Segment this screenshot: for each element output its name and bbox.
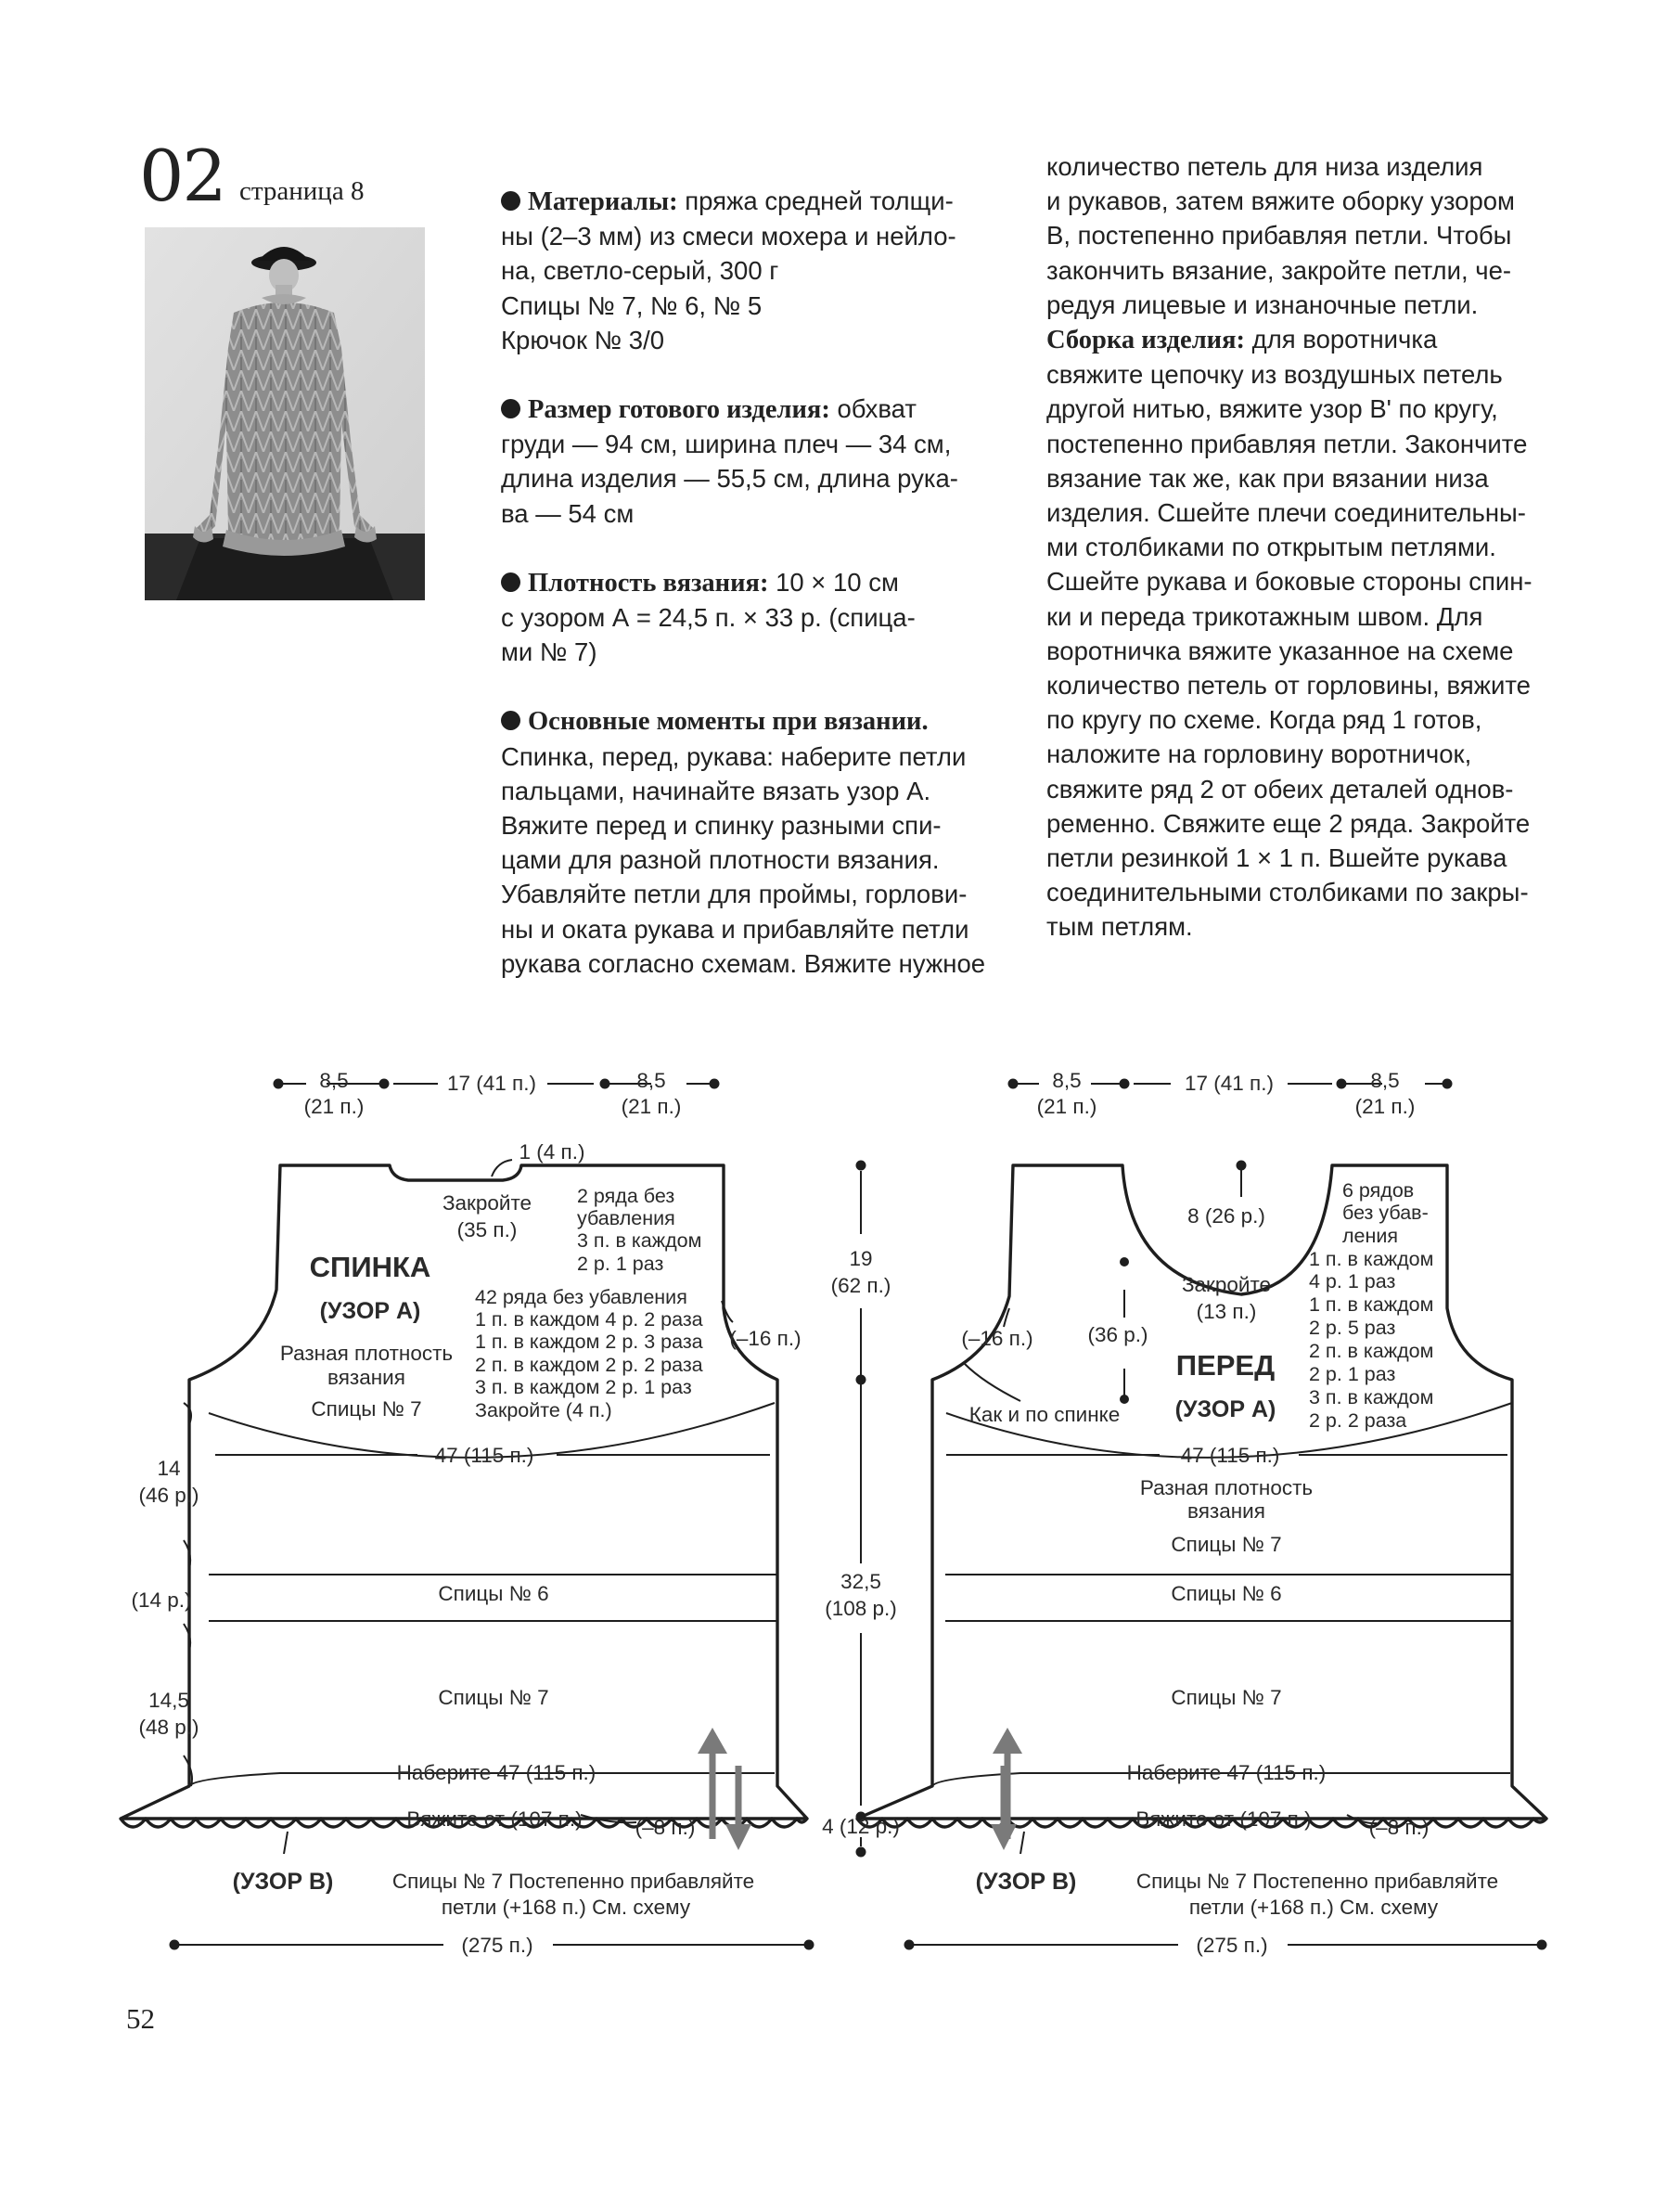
center-ruffle: 4 (12 р.) xyxy=(822,1815,900,1838)
text-line: рукава согласно схемам. Вяжите нужное xyxy=(501,948,986,978)
back-pick-dec: (–8 п.) xyxy=(635,1816,696,1839)
back-band: Спицы № 6 xyxy=(438,1582,549,1605)
center-upper-rows: (62 п.) xyxy=(830,1274,891,1297)
text-line: ны (2–3 мм) из смеси мохера и нейло- xyxy=(501,222,956,251)
assembly-paragraph xyxy=(1046,322,1543,945)
text-line: ременно. Свяжите еще 2 ряда. Закройте xyxy=(1046,808,1531,838)
back-left-dim1: 14 xyxy=(157,1457,181,1480)
back-neck-row: 2 ряда без xyxy=(577,1185,675,1207)
size-paragraph xyxy=(501,392,997,531)
text-line: соединительными столбиками по закры- xyxy=(1046,878,1529,907)
front-inner-rows: (36 р.) xyxy=(1087,1323,1148,1346)
text-line: свяжите цепочку из воздушных петель xyxy=(1046,360,1503,390)
back-left-dim2: (14 р.) xyxy=(131,1588,192,1612)
center-lower: 32,5 xyxy=(840,1570,881,1593)
back-bind-off-2: (35 п.) xyxy=(456,1218,518,1241)
front-ruffle-pattern: (УЗОР В) xyxy=(975,1869,1077,1895)
back-top-left-dim-stitches: (21 п.) xyxy=(303,1095,365,1118)
front-title: ПЕРЕД xyxy=(1175,1349,1276,1382)
text-line: пальцами, начинайте вязать узор А. xyxy=(501,776,931,805)
back-neck-dec: 1 (4 п.) xyxy=(519,1140,585,1164)
text-line: обхват xyxy=(829,394,917,424)
front-needles-top: Спицы № 7 xyxy=(1171,1533,1282,1556)
front-neck-row: 1 п. в каждом xyxy=(1309,1248,1434,1270)
front-top-left-dim-stitches: (21 п.) xyxy=(1036,1095,1097,1118)
back-ruffle-note-1: Спицы № 7 Постепенно прибавляйте xyxy=(391,1870,755,1893)
text-line: Вяжите перед и спинку разными спи- xyxy=(501,811,942,841)
back-neck-row: 3 п. в каждом xyxy=(577,1229,702,1252)
front-neck-row: 4 р. 1 раз xyxy=(1309,1270,1396,1292)
back-pick-up: Вяжите от (107 п.) xyxy=(406,1807,583,1831)
front-neck-row: ления xyxy=(1342,1225,1399,1247)
back-bind-off-1: Закройте xyxy=(442,1191,532,1215)
front-as-back: Как и по спинке xyxy=(968,1403,1121,1426)
text-line: длина изделия — 55,5 см, длина рука- xyxy=(501,464,958,494)
front-ruffle-note-2: петли (+168 п.) См. схему xyxy=(1188,1896,1439,1919)
text-line: для воротничка xyxy=(1245,325,1438,354)
front-neck-row: 2 п. в каждом xyxy=(1309,1340,1434,1362)
continuation-paragraph xyxy=(1046,149,1543,322)
front-neck-row: 2 р. 5 раз xyxy=(1309,1317,1396,1339)
text-line: свяжите ряд 2 от обеих деталей однов- xyxy=(1046,774,1514,804)
back-cast-on: Наберите 47 (115 п.) xyxy=(396,1761,596,1784)
back-neck-row: 2 р. 1 раз xyxy=(577,1253,664,1275)
text-line: постепенно прибавляя петли. Закончите xyxy=(1046,429,1528,458)
knitting-schematics xyxy=(0,1058,1680,2004)
text-line: и рукавов, затем вяжите оборку узором xyxy=(1046,186,1515,216)
front-cast-on: Наберите 47 (115 п.) xyxy=(1126,1761,1327,1784)
text-line: с узором А = 24,5 п. × 33 р. (спица- xyxy=(501,603,916,633)
back-density-1: Разная плотность xyxy=(279,1342,454,1365)
text-line: Спицы № 7, № 6, № 5 xyxy=(501,290,763,320)
back-top-mid-dim: 17 (41 п.) xyxy=(447,1072,536,1095)
back-density-2: вязания xyxy=(327,1366,405,1389)
text-line: редуя лицевые и изнаночные петли. xyxy=(1046,289,1479,319)
text-line: 10 × 10 см xyxy=(768,567,899,597)
back-arm-row: 1 п. в каждом 2 р. 3 раза xyxy=(475,1331,703,1353)
front-top-right-dim: 8,5 xyxy=(1370,1069,1400,1092)
back-top-left-dim: 8,5 xyxy=(319,1069,349,1092)
front-bottom-width: (275 п.) xyxy=(1196,1934,1268,1957)
text-line: по кругу по схеме. Когда ряд 1 готов, xyxy=(1046,705,1482,735)
front-neck-row: 2 р. 1 раз xyxy=(1309,1363,1396,1385)
text-line: тым петлям. xyxy=(1046,912,1193,942)
front-arm-dec: (–16 п.) xyxy=(961,1327,1033,1350)
back-arm-row: 42 ряда без убавления xyxy=(475,1286,687,1308)
front-neck-row: 3 п. в каждом xyxy=(1309,1386,1434,1408)
back-arm-row: 2 п. в каждом 2 р. 2 раза xyxy=(475,1354,703,1376)
front-density-2: вязания xyxy=(1187,1499,1265,1523)
pattern-number: 02 xyxy=(139,135,225,217)
front-pattern: (УЗОР А) xyxy=(1174,1396,1276,1422)
text-line: Убавляйте петли для проймы, горлови- xyxy=(501,880,968,909)
front-top-left-dim: 8,5 xyxy=(1052,1069,1082,1092)
instructions-column-1 xyxy=(501,184,997,981)
notes-paragraph xyxy=(501,703,997,981)
front-pick-up: Вяжите от (107 п.) xyxy=(1135,1807,1312,1831)
front-density-1: Разная плотность xyxy=(1139,1476,1314,1499)
assembly-heading: Сборка изделия: xyxy=(1046,326,1246,355)
text-line: другой нитью, вяжите узор В' по кругу, xyxy=(1046,394,1498,424)
back-bottom-width: (275 п.) xyxy=(461,1934,533,1957)
back-left-dim3-rows: (48 р.) xyxy=(138,1716,199,1739)
instructions-column-2 xyxy=(1046,149,1543,945)
front-top-right-dim-stitches: (21 п.) xyxy=(1354,1095,1416,1118)
gauge-heading: Плотность вязания: xyxy=(528,568,769,598)
text-line: закончить вязание, закройте петли, че- xyxy=(1046,255,1512,285)
text-line: петли резинкой 1 × 1 п. Вшейте рукава xyxy=(1046,843,1507,873)
back-piece-outline xyxy=(121,1165,807,1819)
text-line: ки и переда трикотажным швом. Для xyxy=(1046,601,1483,631)
front-band: Спицы № 6 xyxy=(1171,1582,1282,1605)
bullet-icon xyxy=(501,572,520,592)
back-left-dim3: 14,5 xyxy=(148,1689,189,1712)
back-arm-dec: (–16 п.) xyxy=(729,1327,802,1350)
center-lower-rows: (108 р.) xyxy=(825,1597,897,1620)
text-line: ва — 54 см xyxy=(501,498,635,528)
text-line: количество петель для низа изделия xyxy=(1046,152,1483,181)
back-arm-row: 1 п. в каждом 4 р. 2 раза xyxy=(475,1308,703,1331)
gauge-paragraph xyxy=(501,565,997,670)
text-line: вязание так же, как при вязании низа xyxy=(1046,463,1489,493)
front-neck-row: 6 рядов xyxy=(1342,1179,1415,1202)
text-line: наложите на горловину воротничок, xyxy=(1046,739,1472,769)
text-line: ми № 7) xyxy=(501,637,597,667)
front-ruffle-note-1: Спицы № 7 Постепенно прибавляйте xyxy=(1135,1870,1499,1893)
text-line: Крючок № 3/0 xyxy=(501,325,664,354)
materials-heading: Материалы: xyxy=(528,187,678,216)
text-line: ми столбиками по открытым петлями. xyxy=(1046,533,1496,562)
back-ruffle-note-2: петли (+168 п.) См. схему xyxy=(441,1896,691,1919)
back-arm-row: Закройте (4 п.) xyxy=(475,1399,612,1421)
text-line: Спинка, перед, рукава: наберите петли xyxy=(501,741,967,771)
text-line: количество петель от горловины, вяжите xyxy=(1046,671,1531,701)
text-line: пряжа средней толщи- xyxy=(677,186,954,215)
notes-heading: Основные моменты при вязании. xyxy=(528,707,929,737)
text-line: В, постепенно прибавляя петли. Чтобы xyxy=(1046,221,1512,251)
materials-paragraph xyxy=(501,184,997,357)
back-title: СПИНКА xyxy=(309,1251,431,1283)
bullet-icon xyxy=(501,191,520,211)
back-neck-row: убавления xyxy=(577,1207,675,1229)
front-neck-row: 1 п. в каждом xyxy=(1309,1293,1434,1316)
back-ruffle-pattern: (УЗОР В) xyxy=(232,1869,334,1895)
size-heading: Размер готового изделия: xyxy=(528,395,830,425)
page-number: 52 xyxy=(126,2002,155,2035)
back-arm-row: 3 п. в каждом 2 р. 1 раз xyxy=(475,1376,692,1398)
front-neck-row: без убав- xyxy=(1342,1202,1429,1224)
back-width: 47 (115 п.) xyxy=(434,1444,534,1467)
front-top-mid-dim: 17 (41 п.) xyxy=(1185,1072,1274,1095)
text-line: воротничка вяжите указанное на схеме xyxy=(1046,636,1514,665)
front-lower: Спицы № 7 xyxy=(1171,1686,1282,1709)
back-pattern: (УЗОР А) xyxy=(319,1298,421,1324)
front-row-notes xyxy=(1309,1179,1433,1432)
front-width: 47 (115 п.) xyxy=(1180,1444,1280,1467)
bullet-icon xyxy=(501,711,520,730)
back-lower: Спицы № 7 xyxy=(438,1686,549,1709)
text-line: изделия. Сшейте плечи соединительны- xyxy=(1046,498,1526,528)
back-top-right-dim-stitches: (21 п.) xyxy=(621,1095,682,1118)
front-neck-row: 2 р. 2 раза xyxy=(1309,1409,1407,1432)
text-line: цами для разной плотности вязания. xyxy=(501,845,940,875)
text-line: ны и оката рукава и прибавляйте петли xyxy=(501,914,969,944)
bullet-icon xyxy=(501,399,520,418)
text-line: Сшейте рукава и боковые стороны спин- xyxy=(1046,567,1533,597)
text-line: груди — 94 см, ширина плеч — 34 см, xyxy=(501,430,952,459)
back-needles-top: Спицы № 7 xyxy=(311,1397,422,1421)
text-line: на, светло-серый, 300 г xyxy=(501,256,779,286)
knitted-sweater-photo xyxy=(145,227,425,600)
center-upper: 19 xyxy=(849,1247,873,1270)
page-reference: страница 8 xyxy=(239,176,365,206)
back-top-right-dim: 8,5 xyxy=(636,1069,666,1092)
front-neck-rows-count: 8 (26 р.) xyxy=(1187,1204,1265,1228)
front-pick-dec: (–8 п.) xyxy=(1368,1816,1430,1839)
front-bind-off-1: Закройте xyxy=(1181,1273,1272,1296)
back-left-dim1-rows: (46 р.) xyxy=(138,1484,199,1507)
front-bind-off-2: (13 п.) xyxy=(1196,1300,1257,1323)
